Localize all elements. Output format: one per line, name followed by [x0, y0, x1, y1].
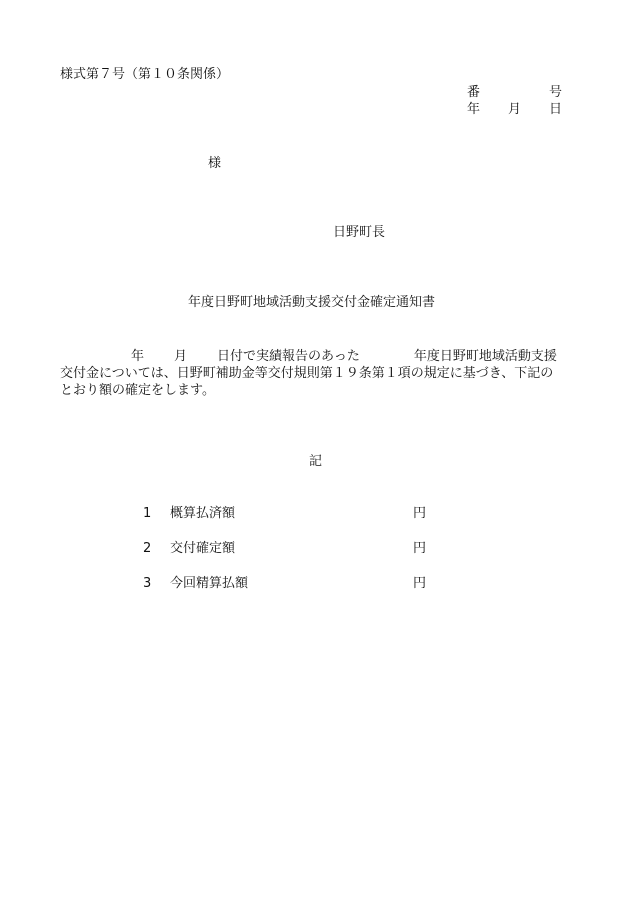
item-unit: 円 — [413, 541, 427, 556]
document-title: 年度日野町地域活動支援交付金確定通知書 — [188, 295, 436, 310]
form-label: 様式第７号（第１０条関係） — [60, 67, 230, 82]
item-number: 2 — [143, 541, 152, 556]
item-name: 交付確定額 — [170, 541, 236, 556]
body-after-gap: 年度日野町地域活動支援 — [413, 349, 557, 364]
body-line-1 — [60, 348, 575, 365]
item-unit: 円 — [413, 506, 427, 521]
body-month: 月 — [174, 349, 188, 364]
document-number-label: 番 — [467, 85, 481, 100]
body-line-2: 交付金については、日野町補助金等交付規則第１９条第１項の規定に基づき、下記の — [60, 366, 554, 381]
body-paragraph — [60, 348, 575, 399]
date-year-label: 年 — [467, 102, 481, 117]
item-number: 3 — [143, 576, 152, 591]
item-name: 概算払済額 — [170, 506, 236, 521]
issuer-name: 日野町長 — [333, 225, 386, 240]
date-day-label: 日 — [549, 102, 563, 117]
date-month-label: 月 — [508, 102, 522, 117]
item-unit: 円 — [413, 576, 427, 591]
addressee-honorific: 様 — [208, 156, 222, 171]
document-number-suffix: 号 — [549, 85, 563, 100]
body-year: 年 — [131, 349, 145, 364]
body-after-month: 日付で実績報告のあった — [217, 349, 360, 364]
item-number: 1 — [143, 506, 152, 521]
ki-heading: 記 — [309, 454, 323, 469]
item-name: 今回精算払額 — [170, 576, 249, 591]
body-line-3: とおり額の確定をします。 — [60, 383, 215, 398]
